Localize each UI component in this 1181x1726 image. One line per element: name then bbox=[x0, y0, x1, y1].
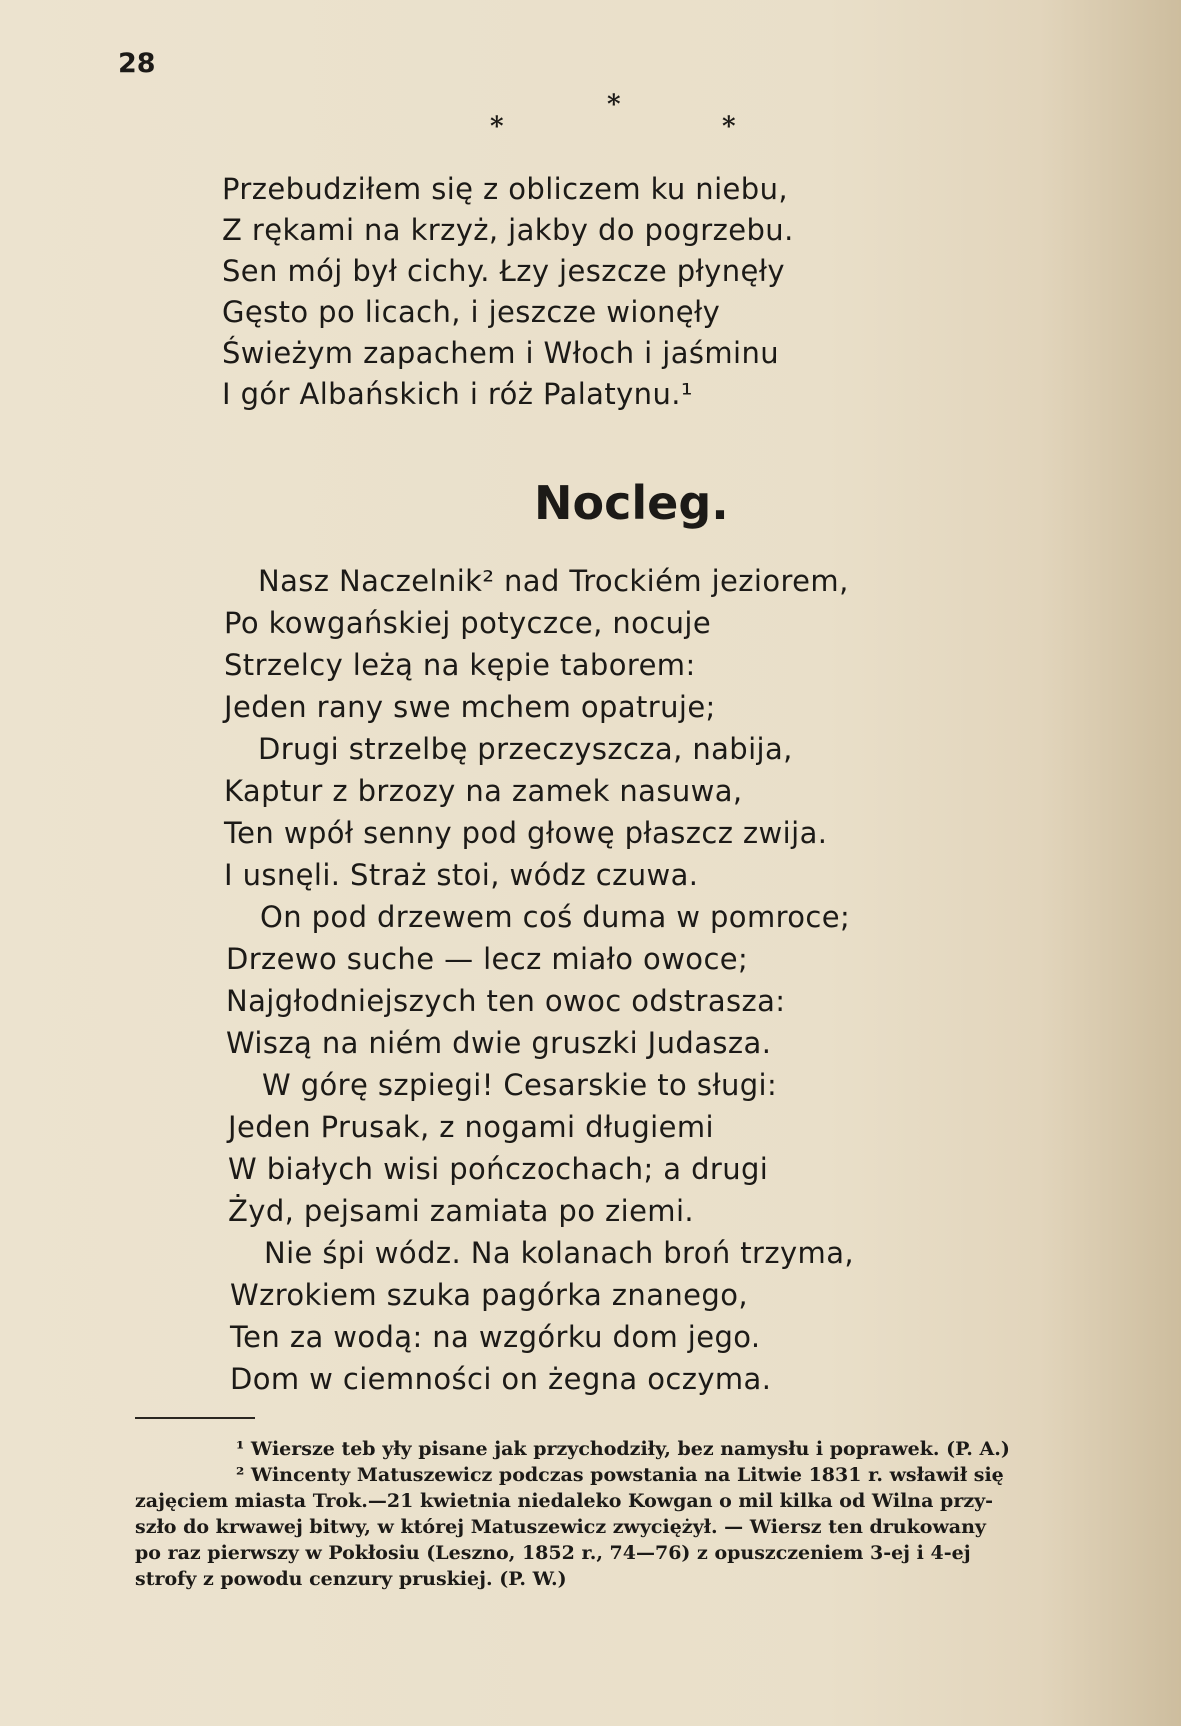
poem-line: Strzelcy leżą na kępie taborem: bbox=[224, 648, 696, 682]
footnote-2-line: zajęciem miasta Trok.—21 kwietnia niedaleko Kowgan o mil kilka od Wilna przy- bbox=[135, 1490, 994, 1512]
poem-line: Nie śpi wódz. Na kolanach broń trzyma, bbox=[264, 1236, 854, 1270]
asterism-star: * bbox=[490, 112, 504, 142]
poem-line: Sen mój był cichy. Łzy jeszcze płynęły bbox=[222, 254, 785, 288]
poem-line: Drugi strzelbę przeczyszcza, nabija, bbox=[258, 732, 793, 766]
poem-line: Żyd, pejsami zamiata po ziemi. bbox=[228, 1194, 695, 1228]
poem-line: Jeden Prusak, z nogami długiemi bbox=[228, 1110, 714, 1144]
poem-line: Wiszą na niém dwie gruszki Judasza. bbox=[226, 1026, 772, 1060]
poem-line: I gór Albańskich i róż Palatynu.¹ bbox=[222, 377, 693, 411]
footnote-2-line: po raz pierwszy w Pokłosiu (Leszno, 1852 r., 74—76) z opuszczeniem 3-ej i 4-ej bbox=[135, 1542, 971, 1564]
poem-line: Ten wpół senny pod głowę płaszcz zwija. bbox=[224, 816, 828, 850]
footnote-2-line: strofy z powodu cenzury pruskiej. (P. W.) bbox=[135, 1568, 567, 1590]
poem-line: Po kowgańskiej potyczce, nocuje bbox=[224, 606, 712, 640]
poem-line: Świeżym zapachem i Włoch i jaśminu bbox=[222, 336, 780, 370]
poem-line: Kaptur z brzozy na zamek nasuwa, bbox=[224, 774, 743, 808]
poem-line: Jeden rany swe mchem opatruje; bbox=[224, 690, 716, 724]
page-number: 28 bbox=[118, 48, 156, 79]
footnote-separator bbox=[135, 1417, 255, 1419]
poem-line: W górę szpiegi! Cesarskie to sługi: bbox=[262, 1068, 778, 1102]
asterism-star: * bbox=[722, 112, 736, 142]
poem-line: W białych wisi pończochach; a drugi bbox=[228, 1152, 769, 1186]
footnote-2: ² Wincenty Matuszewicz podczas powstania na Litwie 1831 r. wsławił się bbox=[236, 1464, 1004, 1486]
asterism-star: * bbox=[607, 90, 621, 120]
poem-line: Nasz Naczelnik² nad Trockiém jeziorem, bbox=[258, 564, 849, 598]
poem-line: Dom w ciemności on żegna oczyma. bbox=[230, 1362, 772, 1396]
footnote-2-line: szło do krwawej bitwy, w której Matuszewicz zwyciężył. — Wiersz ten drukowany bbox=[135, 1516, 986, 1538]
poem-line: Wzrokiem szuka pagórka znanego, bbox=[230, 1278, 748, 1312]
poem-line: Najgłodniejszych ten owoc odstrasza: bbox=[226, 984, 786, 1018]
poem-line: Ten za wodą: na wzgórku dom jego. bbox=[230, 1320, 761, 1354]
poem-line: On pod drzewem coś duma w pomroce; bbox=[260, 900, 851, 934]
poem-line: Przebudziłem się z obliczem ku niebu, bbox=[222, 172, 788, 206]
poem-line: Z rękami na krzyż, jakby do pogrzebu. bbox=[222, 213, 794, 247]
poem-line: I usnęli. Straż stoi, wódz czuwa. bbox=[224, 858, 699, 892]
poem-line: Drzewo suche — lecz miało owoce; bbox=[226, 942, 749, 976]
poem-title: Nocleg. bbox=[534, 476, 729, 530]
footnote-1: ¹ Wiersze teb yły pisane jak przychodziły, bez namysłu i poprawek. (P. A.) bbox=[236, 1438, 1010, 1460]
poem-line: Gęsto po licach, i jeszcze wionęły bbox=[222, 295, 721, 329]
